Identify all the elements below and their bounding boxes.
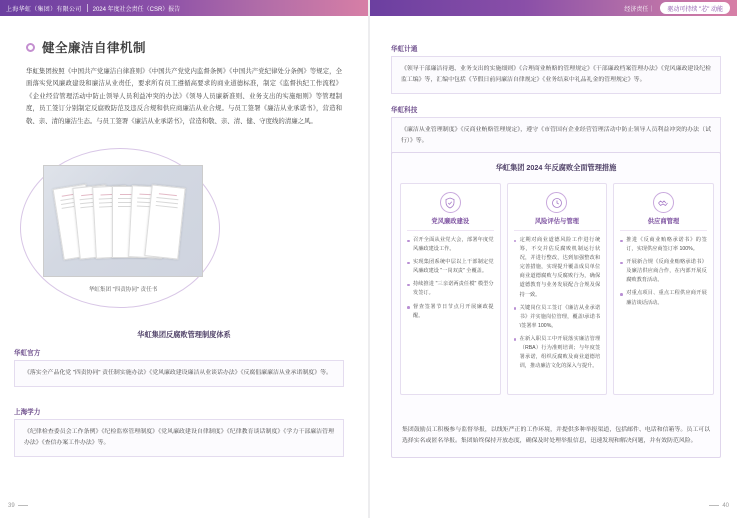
group-card-shanghai: 《纪律检查委员会工作条例》《纪检监察管理制度》《党风廉政建设自律制度》《纪律教育谈话制度》《学力干部廉洁管理办法》《查信办案工作办法》等。 bbox=[14, 419, 344, 457]
list-item: 关键岗位员工签订《廉洁从业承诺书》并实施岗位管理，覆盖\承诺书\签署率 100%。 bbox=[514, 304, 601, 331]
risk-scale-icon bbox=[546, 192, 567, 213]
measure-list-1 bbox=[407, 236, 494, 321]
page-number-right: 40 bbox=[709, 503, 729, 509]
group-card-huahongkeji: 《廉洁从业管理制度》《反商业贿赂管理规定》，遵守《市管国有企业经营管理活动中防止领导人员利益冲突的办法（试行）》等。 bbox=[391, 117, 721, 155]
group-card-huahongjitong: 《领导干部廉洁待遇、业务支出的实施细则》《合理商业贿赂的管理规定》《干部廉政档案管理办法》《党风廉政建设纪检监工编》等，汇编中包括《节假日前问廉洁自律规定》《业务结束中礼品礼金的管理规定》等。 bbox=[391, 56, 721, 94]
header-category: 经济责任｜ bbox=[624, 6, 655, 13]
measure-column-party-discipline bbox=[400, 183, 501, 395]
right-page bbox=[369, 0, 737, 518]
handshake-icon bbox=[653, 192, 674, 213]
measure-list-3 bbox=[620, 236, 707, 308]
list-item: 在新入职员工中开展落实廉洁管理（RBA）行为准则培训；与年度签署承诺，组织反腐败及商业道德培训，推动廉洁文化的深入与提升。 bbox=[514, 335, 601, 371]
page-gutter bbox=[368, 0, 370, 518]
header-bar-right bbox=[369, 0, 737, 16]
group-heading-huahong: 华虹官方 bbox=[14, 350, 41, 357]
photo-caption: 华虹集团 "四责协同" 责任书 bbox=[88, 287, 158, 293]
shield-check-icon bbox=[440, 192, 461, 213]
list-item: 持续推进 "三亲诺两责任模" 模型分发签订。 bbox=[407, 280, 494, 298]
measure-column-risk bbox=[507, 183, 608, 395]
system-band-title: 华虹集团反腐败管理制度体系 bbox=[137, 330, 231, 339]
brand-name: 上海华虹（集团）有限公司 bbox=[6, 6, 82, 13]
page-title-text: 健全廉洁自律机制 bbox=[42, 41, 147, 55]
list-item: 实现集团系统中层以上干部制定党风廉政建设 "一岗双责" 全覆盖。 bbox=[407, 258, 494, 276]
group-heading-huahongkeji: 华虹科技 bbox=[391, 107, 418, 114]
group-heading-shanghai: 上海学力 bbox=[14, 409, 41, 416]
measure-column-title-3: 供应商管理 bbox=[647, 218, 680, 225]
measure-column-supplier bbox=[613, 183, 714, 395]
document-title: 2024 年度社会责任（CSR）报告 bbox=[92, 6, 181, 13]
ring-icon bbox=[26, 43, 35, 52]
list-item: 定期对商业道德风险工作进行统筹，不交并估反腐败机制运行状况，并进行整改，达到加强整改和完善措施，实现提升覆盖成员单位商业道德腐败与反腐败行为，确保道德教育与业务发展配合合规及保持一致。 bbox=[514, 236, 601, 300]
list-item: 召开全面从业党大会，部署年度党风廉政建设工作。 bbox=[407, 236, 494, 254]
list-item: 督查签署节日节点月开展廉政提醒。 bbox=[407, 303, 494, 321]
page-number-left: 39 bbox=[8, 503, 28, 509]
measure-list-2 bbox=[514, 236, 601, 371]
measures-panel-title: 华虹集团 2024 年反腐败全面管理措施 bbox=[495, 163, 617, 172]
measures-columns bbox=[400, 183, 714, 395]
header-divider bbox=[87, 4, 88, 12]
header-bar bbox=[0, 0, 369, 16]
responsibility-letter-photo bbox=[43, 165, 203, 277]
group-heading-huahongjitong: 华虹计通 bbox=[391, 46, 418, 53]
list-item: 开展新合规《反商业贿赂承诺书》及廉洁供应商合作，在内部开展反腐败教育活动。 bbox=[620, 258, 707, 285]
measures-panel-footer: 集团鼓励员工积极参与监督举报，以线矩严正的工作环境，并提供多种举报渠道，包括邮件、电话和信箱等。员工可以选择实名或匿名举报。集团始终保持开放态度，确保及时处理举报信息，迅速发现和解决问题，并有效防范风险。 bbox=[402, 426, 710, 444]
divider bbox=[407, 230, 494, 231]
header-pill: 驱动可持续 "芯" 动能 bbox=[660, 2, 730, 14]
measures-panel bbox=[391, 152, 721, 458]
measure-column-title-1: 党风廉政建设 bbox=[431, 218, 470, 225]
divider bbox=[514, 230, 601, 231]
list-item: 推进《反商业贿赂承诺书》的签订，实现供应商签订率 100%。 bbox=[620, 236, 707, 254]
group-card-huahong: 《落实全产品化党 "四责协同" 责任制实施办法》《党风廉政建设廉洁从业谈话办法》《反腐倡廉廉洁从业承诺制度》等。 bbox=[14, 360, 344, 387]
page-title bbox=[26, 38, 146, 56]
list-item: 对重点项目、重点工程供应商开展廉洁谈话活动。 bbox=[620, 289, 707, 307]
divider bbox=[620, 230, 707, 231]
measure-column-title-2: 风险评估与管理 bbox=[534, 218, 579, 225]
intro-paragraph: 华虹集团按照《中国共产党廉洁自律准则》《中国共产党党内监督条例》《中国共产党纪律处分条例》等规定，全面落实党风廉政建设和廉洁从业责任，要求所有员工遵循高要求的商业道德标准，制定《监督执纪工作流程》《企业经营管理活动中防止领导人员利益冲突的办法》《领导人员廉新准则、业务支出的实施细则》等管理制度，员工签订分别制定反腐败防范及违反合规和供应商廉洁从业合规。与员工签署《廉洁从业承诺书》，营造和敬、亲、清的廉洁生态。与员工签署《廉洁从业承诺书》，营造和敬、亲、清、健、守度线的清廉之风。 bbox=[26, 68, 342, 125]
